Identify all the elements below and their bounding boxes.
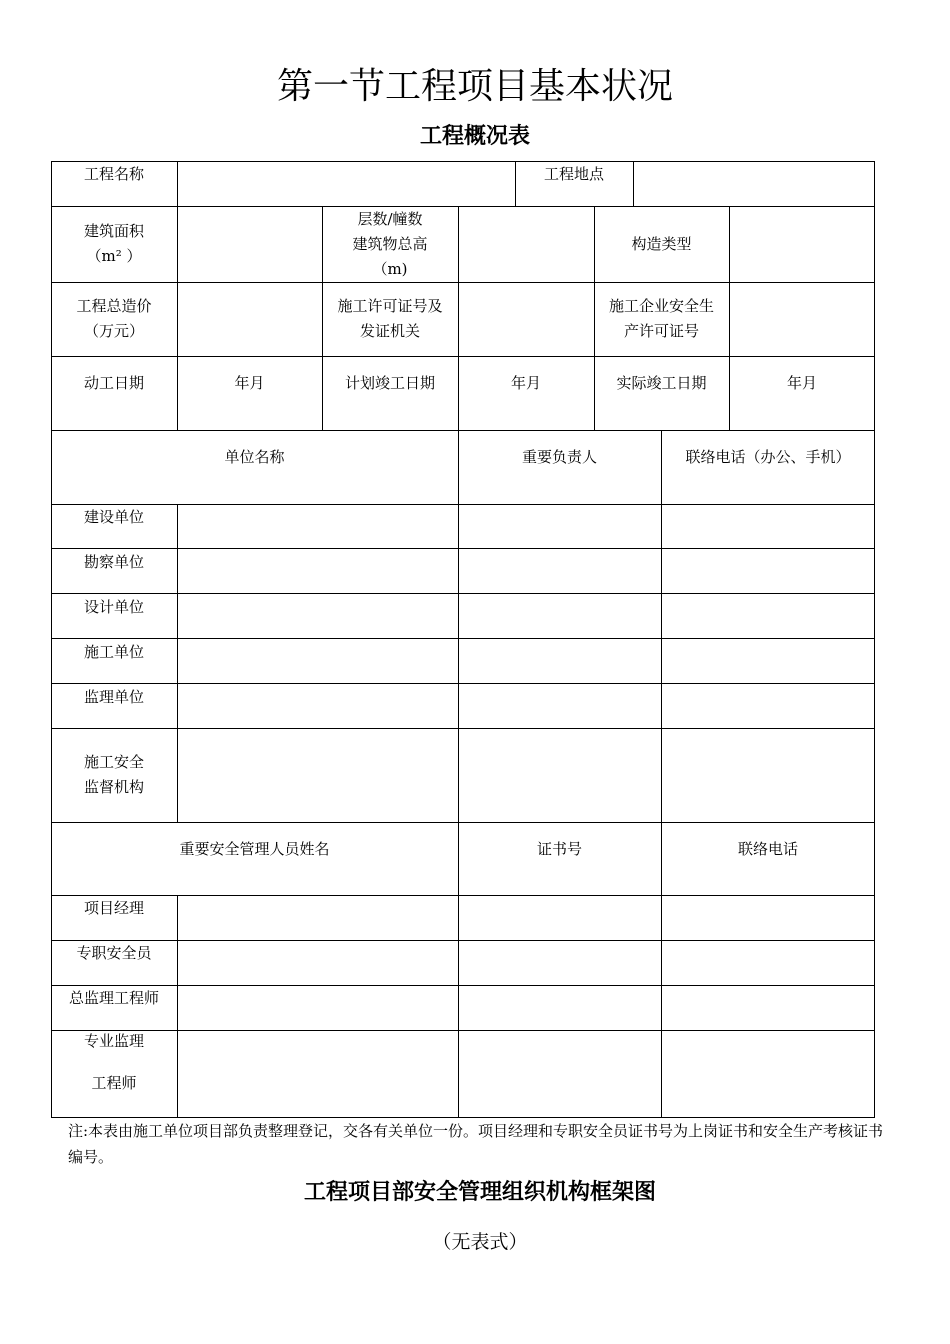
page-title: 第一节工程项目基本状况 [276, 66, 673, 107]
table-rule [51, 282, 875, 283]
header-staff-cert: 证书号 [536, 840, 582, 858]
table-title: 工程概况表 [419, 124, 530, 149]
table-rule [177, 504, 178, 822]
label-start-date: 动工日期 [83, 374, 144, 392]
table-rule [458, 206, 459, 430]
unit-row-label: 施工单位 [83, 643, 144, 661]
table-rule [729, 206, 730, 430]
value-planned-finish: 年月 [510, 374, 541, 392]
table-rule [51, 683, 875, 684]
staff-row-label: 总监理工程师 [68, 989, 159, 1007]
header-staff-name: 重要安全管理人员姓名 [179, 840, 330, 858]
table-rule [51, 356, 875, 357]
table-rule [51, 430, 875, 431]
label-safety-license: 施工企业安全生 产许可证号 [608, 297, 714, 340]
table-rule [661, 430, 662, 1118]
staff-row-label: 专职安全员 [76, 944, 152, 962]
label-project-name: 工程名称 [83, 165, 144, 183]
staff-row-label: 项目经理 [83, 899, 144, 917]
label-project-location: 工程地点 [543, 165, 604, 183]
org-chart-note: （无表式） [432, 1231, 528, 1253]
label-total-cost: 工程总造价 （万元） [76, 297, 152, 340]
unit-row-label: 建设单位 [83, 508, 144, 526]
label-building-area: 建筑面积 （m² ） [83, 222, 144, 265]
header-staff-phone: 联络电话 [737, 840, 798, 858]
table-rule [51, 638, 875, 639]
table-rule [177, 895, 178, 1118]
unit-row-label: 设计单位 [83, 598, 144, 616]
table-rule [51, 822, 875, 823]
unit-row-label: 勘察单位 [83, 553, 144, 571]
label-structure-type: 构造类型 [631, 235, 692, 253]
table-note: 注:本表由施工单位项目部负责整理登记，交各有关单位一份。项目经理和专职安全员证书号为上岗证书和安全生产考核证书编号。 [68, 1122, 884, 1166]
staff-row-label: 专业监理 工程师 [83, 1032, 144, 1092]
value-actual-finish: 年月 [786, 374, 817, 392]
header-unit-name: 单位名称 [224, 448, 285, 466]
label-permit-no: 施工许可证号及 发证机关 [337, 297, 443, 340]
header-unit-phone: 联络电话（办公、手机） [685, 448, 851, 466]
table-rule [633, 161, 634, 206]
org-chart-title: 工程项目部安全管理组织机构框架图 [303, 1180, 656, 1205]
table-rule [51, 593, 875, 594]
header-unit-leader: 重要负责人 [521, 448, 597, 466]
label-floors-height: 层数/幢数 建筑物总高 （m) [352, 210, 428, 278]
unit-row-label: 施工安全 监督机构 [83, 753, 144, 796]
label-actual-finish: 实际竣工日期 [616, 374, 707, 392]
label-planned-finish: 计划竣工日期 [344, 374, 435, 392]
value-start-date: 年月 [234, 374, 265, 392]
unit-row-label: 监理单位 [83, 688, 144, 706]
table-rule [51, 206, 875, 207]
table-rule [51, 548, 875, 549]
table-rule [458, 430, 459, 1118]
table-rule [51, 728, 875, 729]
